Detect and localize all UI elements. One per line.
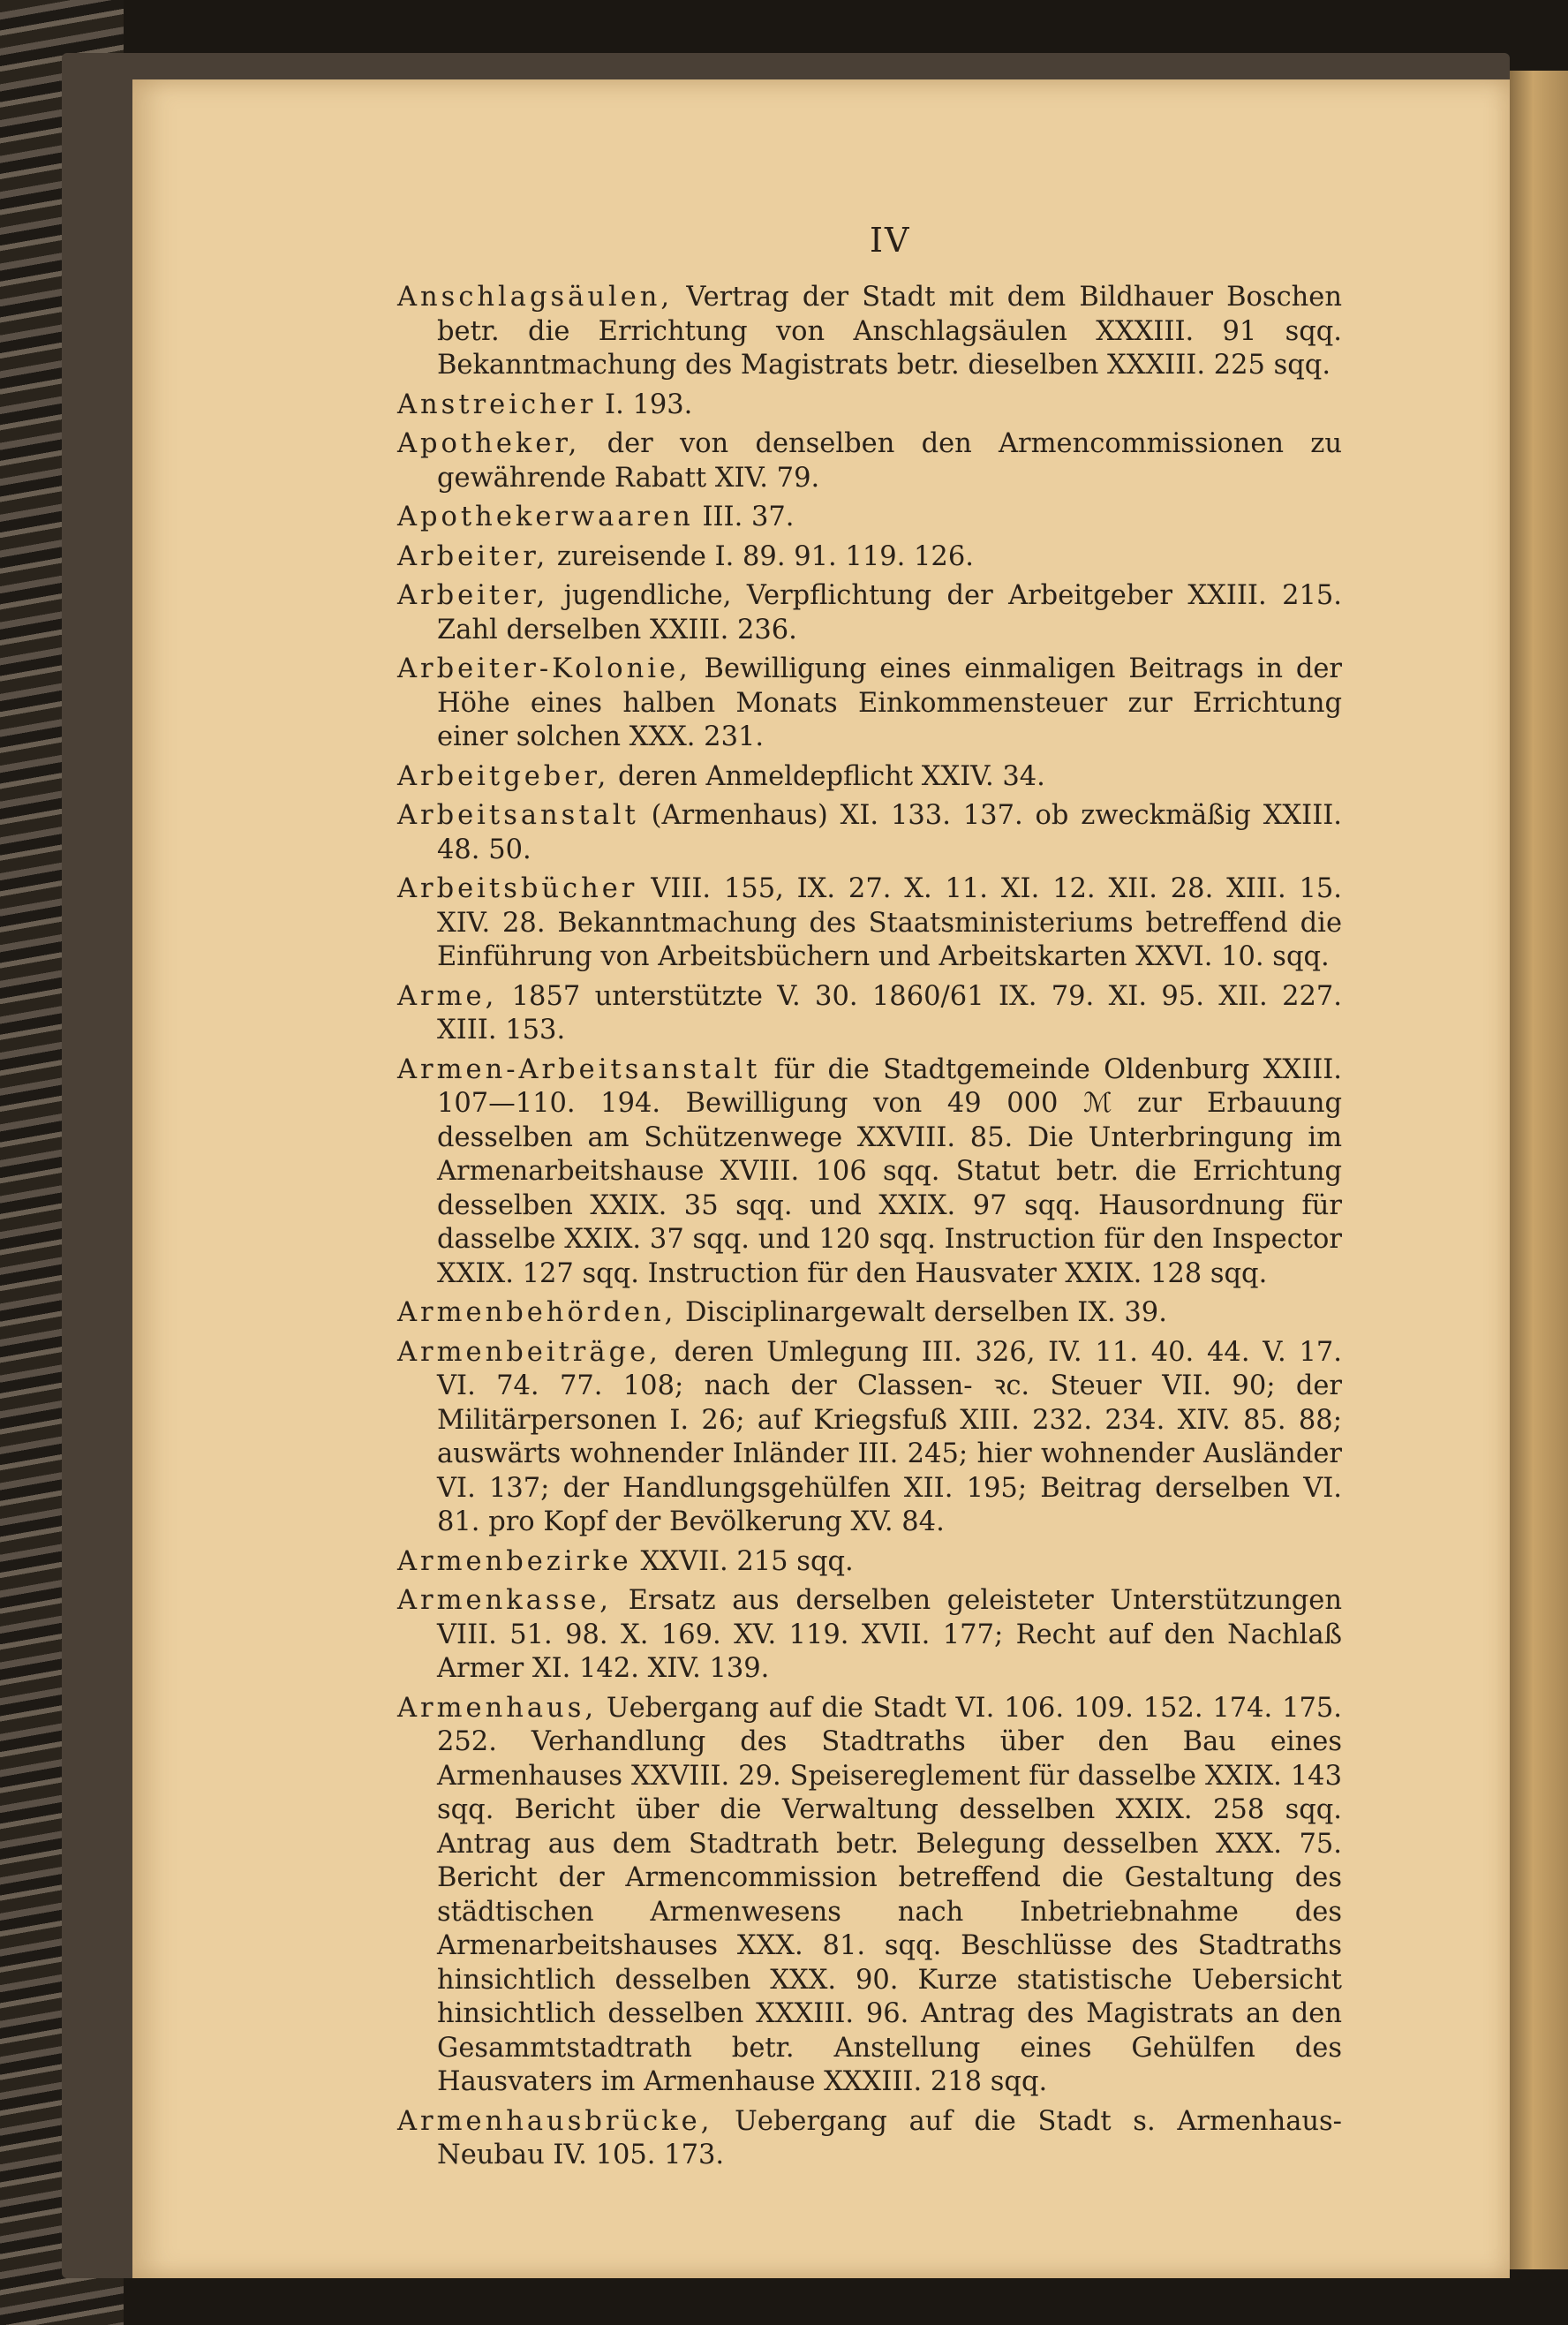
entry-text: Vertrag der Stadt mit dem Bildhauer Boschen betr. die Errichtung von Anschlagsäulen XXXIII. 91 sqq. Bekanntmachung des Magistrats betr. dieselben XXXIII. 225 sqq. <box>437 282 1342 381</box>
entry-text: Disciplinargewalt derselben IX. 39. <box>685 1297 1167 1328</box>
entry-text: 1857 unterstützte V. 30. 1860/61 IX. 79. XI. 95. XII. 227. XIII. 153. <box>437 980 1342 1045</box>
index-entry <box>397 799 1342 867</box>
entry-head: Anstreicher <box>397 389 597 420</box>
entry-head: Arbeitsanstalt <box>397 800 639 831</box>
index-entry <box>397 389 1342 423</box>
entry-head: Armenhaus, <box>397 1692 598 1724</box>
entry-text: Ersatz aus derselben geleisteter Unterstützungen VIII. 51. 98. X. 169. XV. 119. XVII. 177; Recht auf den Nachlaß Armer XI. 142. XIV. 139. <box>437 1585 1343 1684</box>
index-entry <box>397 2105 1342 2173</box>
entry-head: Apotheker, <box>397 428 581 459</box>
entry-head: Armenkasse, <box>397 1585 612 1616</box>
index-entry <box>397 579 1342 647</box>
entry-text: für die Stadtgemeinde Oldenburg XXIII. 107—110. 194. Bewilligung von 49 000 ℳ zur Erbauung desselben am Schützenwege XXVIII. 85. Die Unterbringung im Armenarbeitshause XVIII. 106 sqq. Statut betr. die Errichtung desselben XXIX. 35 sqq. und XXIX. 97 sqq. Hausordnung für dasselbe XXIX. 37 sqq. und 120 sqq. Instruction für den Inspector XXIX. 127 sqq. Instruction für den Hausvater XXIX. 128 sqq. <box>437 1053 1342 1289</box>
entry-text: jugendliche, Verpflichtung der Arbeitgeber XXIII. 215. Zahl derselben XXIII. 236. <box>437 580 1342 645</box>
entry-head: Armen-Arbeitsanstalt <box>397 1053 761 1085</box>
index-entry <box>397 1692 1342 2100</box>
index-text <box>397 281 1342 2178</box>
entry-text: XXVII. 215 sqq. <box>640 1545 854 1577</box>
page-edge <box>1510 71 1568 2269</box>
entry-text: VIII. 155, IX. 27. X. 11. XI. 12. XII. 28. XIII. 15. XIV. 28. Bekanntmachung des Staatsministeriums betreffend die Einführung von Arbeitsbüchern und Arbeitskarten XXVI. 10. sqq. <box>437 873 1342 972</box>
entry-head: Apothekerwaaren <box>397 502 694 532</box>
index-entry <box>397 281 1342 383</box>
entry-head: Arme, <box>397 980 498 1012</box>
entry-text: deren Anmeldepflicht XXIV. 34. <box>617 760 1045 792</box>
entry-text: der von denselben den Armencommissionen zu gewährende Rabatt XIV. 79. <box>437 428 1342 494</box>
entry-text: zureisende I. 89. 91. 119. 126. <box>556 540 974 572</box>
entry-head: Armenbeiträge, <box>397 1336 661 1368</box>
entry-text: III. 37. <box>702 502 795 532</box>
entry-text: Uebergang auf die Stadt VI. 106. 109. 152. 174. 175. 252. Verhandlung des Stadtraths über den Bau eines Armenhauses XXVIII. 29. Speisereglement für dasselbe XXIX. 143 sqq. Bericht über die Verwaltung desselben XXIX. 258 sqq. Antrag aus dem Stadtrath betr. Belegung desselben XXX. 75. Bericht der Armencommission betreffend die Gestaltung des städtischen Armenwesens nach Inbetriebnahme des Armenarbeitshauses XXX. 81. sqq. Beschlüsse des Stadtraths hinsichtlich desselben XXX. 90. Kurze statistische Uebersicht hinsichtlich desselben XXXIII. 96. Antrag des Magistrats an den Gesammtstadtrath betr. Anstellung eines Gehülfen des Hausvaters im Armenhause XXXIII. 218 sqq. <box>437 1692 1342 2097</box>
entry-head: Arbeitsbücher <box>397 873 638 904</box>
index-entry <box>397 872 1342 975</box>
entry-text: deren Umlegung III. 326, IV. 11. 40. 44. V. 17. VI. 74. 77. 108; nach der Classen- ꝛc. Steuer VII. 90; der Militärpersonen I. 26; auf Kriegsfuß XIII. 232. 234. XIV. 85. 88; auswärts wohnender Inländer III. 245; hier wohnender Ausländer VI. 137; der Handlungsgehülfen XII. 195; Beitrag derselben VI. 81. pro Kopf der Bevölkerung XV. 84. <box>437 1336 1342 1537</box>
page-number: IV <box>870 221 911 260</box>
entry-head: Anschlagsäulen, <box>397 282 674 313</box>
entry-head: Arbeiter, <box>397 540 549 572</box>
entry-head: Armenhausbrücke, <box>397 2105 713 2137</box>
entry-head: Arbeiter-Kolonie, <box>397 653 691 684</box>
index-entry <box>397 540 1342 575</box>
entry-head: Arbeiter, <box>397 580 549 611</box>
index-entry <box>397 1336 1342 1540</box>
entry-head: Armenbehörden, <box>397 1297 677 1328</box>
index-entry <box>397 1053 1342 1292</box>
entry-text: Uebergang auf die Stadt s. Armenhaus-Neubau IV. 105. 173. <box>437 2105 1342 2170</box>
entry-head: Armenbezirke <box>397 1545 632 1577</box>
entry-text: I. 193. <box>605 389 693 420</box>
index-entry <box>397 1545 1342 1580</box>
index-entry <box>397 653 1342 755</box>
entry-head: Arbeitgeber, <box>397 760 610 792</box>
index-entry <box>397 427 1342 495</box>
index-entry <box>397 1296 1342 1331</box>
index-entry <box>397 1584 1342 1687</box>
index-entry <box>397 980 1342 1048</box>
entry-text: Bewilligung eines einmaligen Beitrags in der Höhe eines halben Monats Einkommensteuer zur Errichtung einer solchen XXX. 231. <box>437 653 1342 752</box>
entry-text: (Armenhaus) XI. 133. 137. ob zweckmäßig XXIII. 48. 50. <box>437 800 1342 865</box>
index-entry <box>397 501 1342 535</box>
index-entry <box>397 760 1342 795</box>
